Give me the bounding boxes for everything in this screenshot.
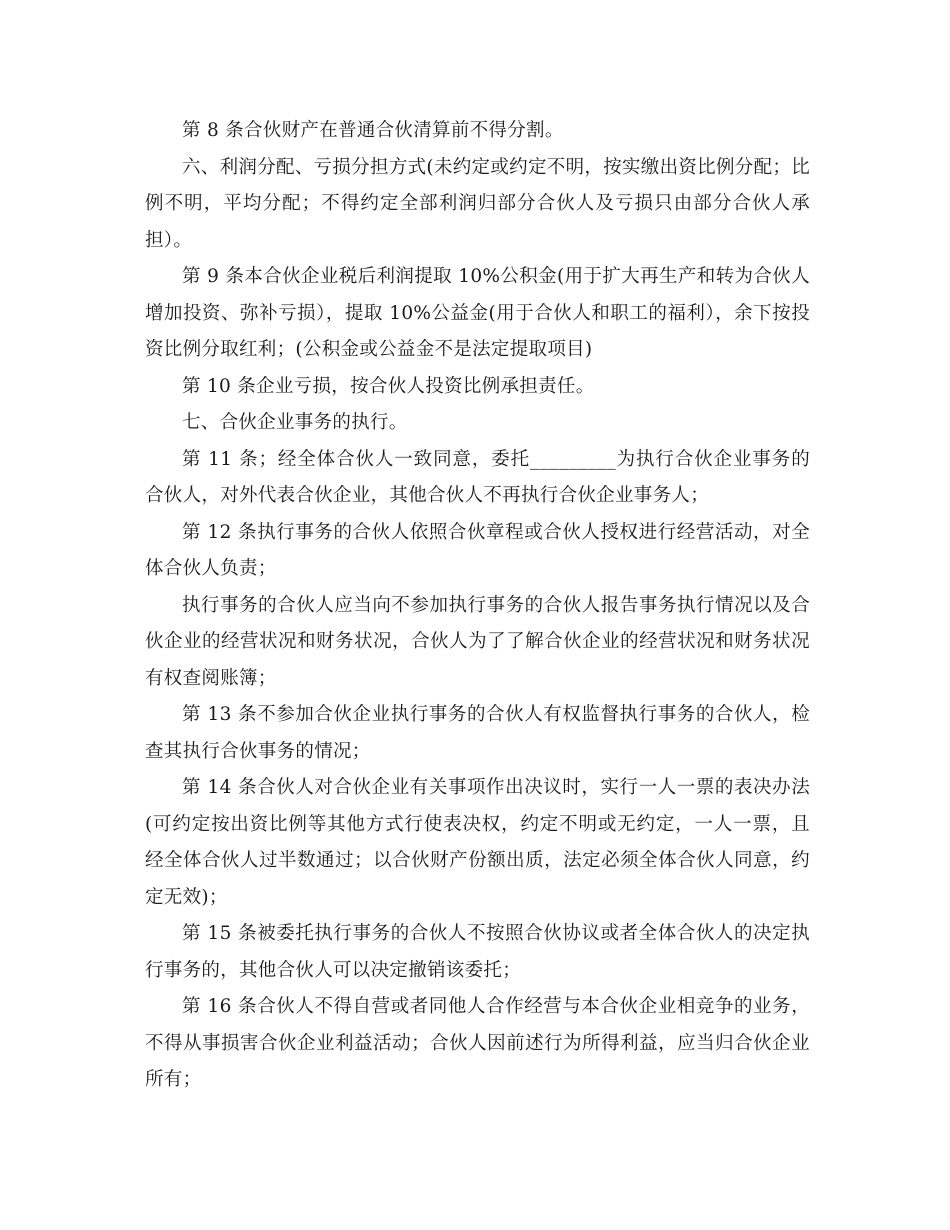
paragraph-section-7-heading: 七、合伙企业事务的执行。 — [182, 412, 408, 433]
paragraph-article-12-reporting: 执行事务的合伙人应当向不参加执行事务的合伙人报告事务执行情况以及合伙企业的经营状况和财务状况，合伙人为了了解合伙企业的经营状况和财务状况有权查阅账簿； — [145, 594, 810, 689]
document-page — [145, 113, 810, 1099]
paragraph-article-12: 第 12 条执行事务的合伙人依照合伙章程或合伙人授权进行经营活动，对全体合伙人负责； — [145, 521, 810, 579]
paragraph-article-16: 第 16 条合伙人不得自营或者同他人合作经营与本合伙企业相竞争的业务，不得从事损害合伙企业利益活动；合伙人因前述行为所得利益，应当归合伙企业所有； — [145, 996, 810, 1090]
paragraph-article-8: 第 8 条合伙财产在普通合伙清算前不得分割。 — [182, 120, 564, 141]
paragraph-article-14: 第 14 条合伙人对合伙企业有关事项作出决议时，实行一人一票的表决办法(可约定按出资比例等其他方式行使表决权，约定不明或无约定，一人一票，且经全体合伙人过半数通过；以合伙财产份额出质，法定必须全体合伙人同意，约定无效)； — [145, 777, 810, 908]
paragraph-article-13: 第 13 条不参加合伙企业执行事务的合伙人有权监督执行事务的合伙人，检查其执行合伙事务的情况； — [145, 704, 810, 762]
paragraph-article-11: 第 11 条；经全体合伙人一致同意，委托_________为执行合伙企业事务的合伙人，对外代表合伙企业，其他合伙人不再执行合伙企业事务人； — [145, 448, 810, 506]
paragraph-article-9: 第 9 条本合伙企业税后利润提取 10%公积金(用于扩大再生产和转为合伙人增加投资、弥补亏损），提取 10%公益金(用于合伙人和职工的福利），余下按投资比例分取红利；(公积金或公益金不是法定提取项目) — [145, 266, 810, 360]
paragraph-section-6-profit-loss: 六、利润分配、亏损分担方式(未约定或约定不明，按实缴出资比例分配；比例不明，平均分配；不得约定全部利润归部分合伙人及亏损只由部分合伙人承担）。 — [145, 156, 810, 251]
paragraph-article-15: 第 15 条被委托执行事务的合伙人不按照合伙协议或者全体合伙人的决定执行事务的，其他合伙人可以决定撤销该委托； — [145, 923, 810, 981]
paragraph-article-10: 第 10 条企业亏损，按合伙人投资比例承担责任。 — [182, 375, 595, 397]
